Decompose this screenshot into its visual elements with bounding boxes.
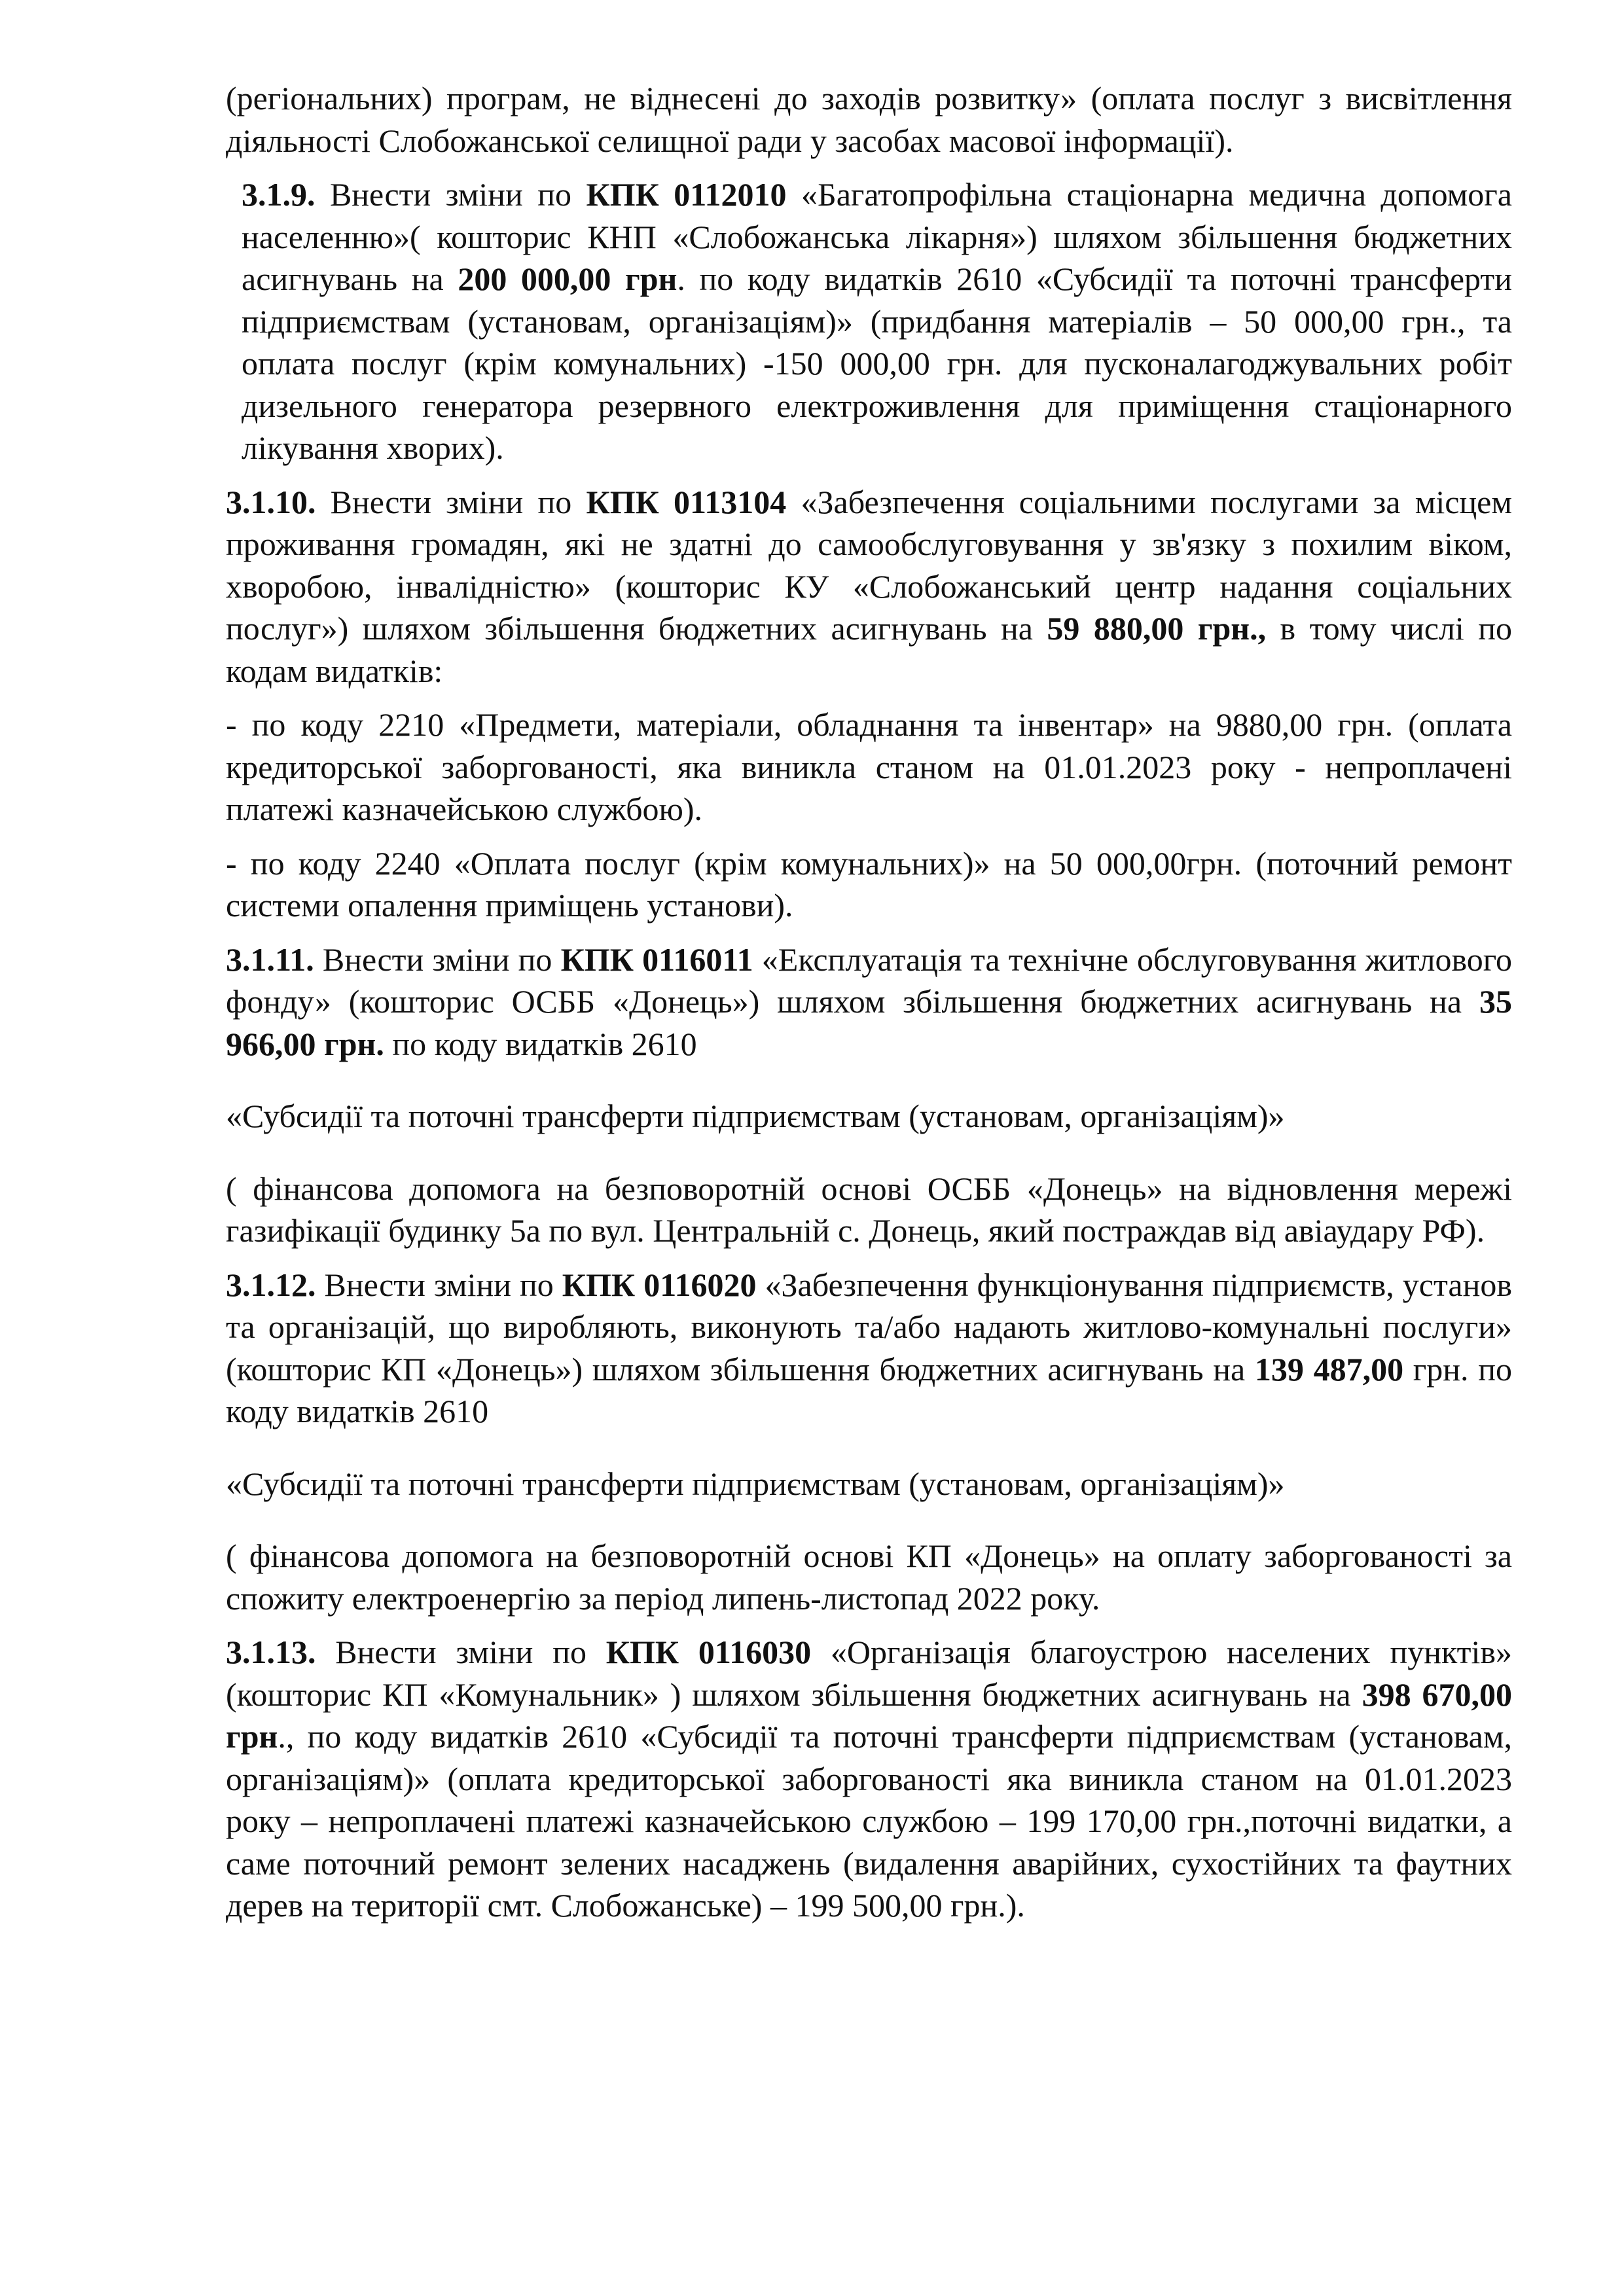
text-segment: Внести зміни по <box>316 1266 562 1303</box>
document-page <box>226 77 1512 1939</box>
text-segment: по коду видатків 2610 <box>384 1025 697 1062</box>
paragraph-3-1-13 <box>226 1631 1512 1927</box>
paragraph-3-1-12 <box>226 1264 1512 1433</box>
text-segment: «Експлуатація та технічне обслуговування житлового фонду» (кошторис ОСББ «Донець») шляхом збільшення бюджетних асигнувань на <box>226 941 1513 1020</box>
kpk-code: КПК 0116020 <box>562 1266 757 1303</box>
paragraph-3-1-11 <box>226 939 1512 1066</box>
clause-number: 3.1.9. <box>242 176 316 213</box>
clause-number: 3.1.12. <box>226 1266 316 1303</box>
paragraph-3-1-9 <box>226 173 1512 469</box>
text-segment: в тому числі по кодам видатків: <box>226 610 1513 689</box>
text-segment: «Забезпечення функціонування підприємств, установ та організацій, що виробляють, виконують та/або надають житлово-комунальні послуги» (кошторис КП «Донець») шляхом збільшення бюджетних асигнувань на <box>226 1266 1512 1388</box>
paragraph-3-1-10-item-2240 <box>226 842 1512 927</box>
text-segment: Внести зміни по <box>316 1634 606 1670</box>
amount: 59 880,00 грн., <box>1047 610 1267 647</box>
text-segment: грн. по коду видатків 2610 <box>226 1350 1513 1429</box>
kpk-code: КПК 0112010 <box>586 176 787 213</box>
text-segment: «Субсидії та поточні трансферти підприємствам (установам, організаціям)» <box>226 1465 1285 1502</box>
text-segment: «Багатопрофільна стаціонарна медична допомога населенню»( кошторис КНП «Слобожанська лікарня») шляхом збільшення бюджетних асигнувань на <box>242 176 1512 297</box>
kpk-code: КПК 0116030 <box>605 1634 812 1670</box>
text-segment: «Організація благоустрою населених пунктів» (кошторис КП «Комунальник» ) шляхом збільшення бюджетних асигнувань на <box>226 1634 1512 1713</box>
amount: 398 670,00 грн <box>226 1676 1512 1755</box>
text-segment: . по коду видатків 2610 «Субсидії та поточні трансферти підприємствам (установам, організаціям)» (придбання матеріалів – 50 000,00 грн., та оплата послуг (крім комунальних) -150 000,00 грн. для пусконалагоджувальних робіт дизельного генератора резервного електроживлення для приміщення стаціонарного лікування хворих). <box>242 260 1512 466</box>
text-segment: ., по коду видатків 2610 «Субсидії та поточні трансферти підприємствам (установам, організаціям)» (оплата кредиторської заборгованості яка виникла станом на 01.01.2023 року – непроплачені платежі казначейською службою – 199 170,00 грн.,поточні видатки, а саме поточний ремонт зелених насаджень (видалення аварійних, сухостійних та фаутних дерев на території смт. Слобожанське) – 199 500,00 грн.). <box>226 1718 1512 1924</box>
kpk-code: КПК 0113104 <box>586 483 787 520</box>
paragraph-3-1-10 <box>226 481 1512 692</box>
paragraph-3-1-12-expense-name <box>226 1463 1512 1505</box>
text-segment: Внести зміни по <box>314 941 561 978</box>
text-segment: (регіональних) програм, не віднесені до заходів розвитку» (оплата послуг з висвітлення діяльності Слобожанської селищної ради у засобах масової інформації). <box>226 80 1512 159</box>
text-segment: Внести зміни по <box>316 483 586 520</box>
paragraph-3-1-12-purpose <box>226 1535 1512 1619</box>
amount: 200 000,00 грн <box>458 260 677 297</box>
text-segment: - по коду 2240 «Оплата послуг (крім комунальних)» на 50 000,00грн. (поточний ремонт системи опалення приміщень установи). <box>226 844 1512 924</box>
paragraph-continuation <box>226 77 1512 162</box>
amount: 139 487,00 <box>1254 1350 1404 1388</box>
clause-number: 3.1.13. <box>226 1634 316 1670</box>
text-segment: ( фінансова допомога на безповоротній основі ОСББ «Донець» на відновлення мережі газифікації будинку 5а по вул. Центральній с. Донець, який постраждав від авіаудару РФ). <box>226 1170 1512 1249</box>
kpk-code: КПК 0116011 <box>560 941 753 978</box>
paragraph-3-1-11-purpose <box>226 1168 1512 1252</box>
text-segment: «Субсидії та поточні трансферти підприємствам (установам, організаціям)» <box>226 1098 1285 1134</box>
clause-number: 3.1.10. <box>226 483 316 520</box>
clause-number: 3.1.11. <box>226 941 314 978</box>
text-segment: ( фінансова допомога на безповоротній основі КП «Донець» на оплату заборгованості за спожиту електроенергію за період липень-листопад 2022 року. <box>226 1537 1512 1617</box>
text-segment: Внести зміни по <box>315 176 586 213</box>
paragraph-3-1-11-expense-name <box>226 1095 1512 1138</box>
paragraph-3-1-10-item-2210 <box>226 704 1512 831</box>
text-segment: - по коду 2210 «Предмети, матеріали, обладнання та інвентар» на 9880,00 грн. (оплата кредиторської заборгованості, яка виникла станом на 01.01.2023 року - непроплачені платежі казначейською службою). <box>226 706 1512 827</box>
amount: 35 966,00 грн. <box>226 983 1512 1062</box>
text-segment: «Забезпечення соціальними послугами за місцем проживання громадян, які не здатні до самообслуговування у зв'язку з похилим віком, хворобою, інвалідністю» (кошторис КУ «Слобожанський центр надання соціальних послуг») шляхом збільшення бюджетних асигнувань на <box>226 483 1513 647</box>
